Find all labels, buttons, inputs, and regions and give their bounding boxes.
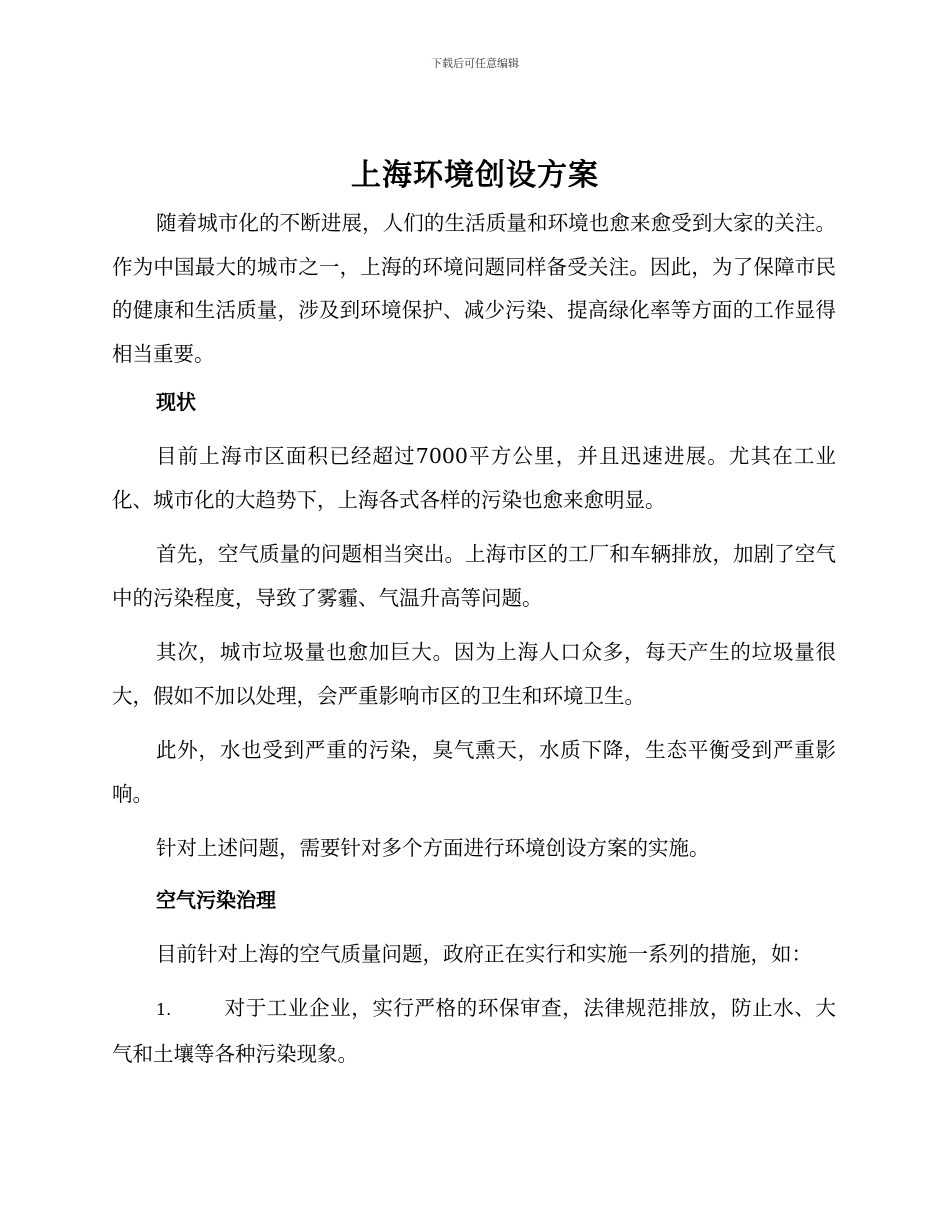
paragraph-area: 目前上海市区面积已经超过7000平方公里，并且迅速进展。尤其在工业化、城市化的大趋势下，上海各式各样的污染也愈来愈明显。 bbox=[112, 444, 836, 512]
document-body bbox=[112, 202, 836, 376]
section-status bbox=[112, 380, 836, 424]
list-item-text: 对于工业企业，实行严格的环保审查，法律规范排放，防止水、大气和土壤等各种污染现象。 bbox=[112, 996, 836, 1066]
document-title: 上海环境创设方案 bbox=[351, 158, 599, 193]
section-air-body bbox=[112, 932, 836, 1076]
section-air bbox=[112, 878, 836, 922]
intro-paragraph: 随着城市化的不断进展，人们的生活质量和环境也愈来愈受到大家的关注。作为中国最大的城市之一，上海的环境问题同样备受关注。因此，为了保障市民的健康和生活质量，涉及到环境保护、减少污染、提高绿化率等方面的工作显得相当重要。 bbox=[112, 211, 836, 366]
section-heading-air: 空气污染治理 bbox=[156, 888, 276, 912]
paragraph-garbage: 其次，城市垃圾量也愈加巨大。因为上海人口众多，每天产生的垃圾量很大，假如不加以处理，会严重影响市区的卫生和环境卫生。 bbox=[112, 640, 836, 708]
paragraph-measures: 目前针对上海的空气质量问题，政府正在实行和实施一系列的措施，如： bbox=[156, 942, 812, 966]
section-heading-status: 现状 bbox=[156, 390, 196, 414]
paragraph-air-quality: 首先，空气质量的问题相当突出。上海市区的工厂和车辆排放，加剧了空气中的污染程度，导致了雾霾、气温升高等问题。 bbox=[112, 542, 836, 610]
section-status-body bbox=[112, 434, 836, 870]
list-item-number: 1. bbox=[156, 1000, 172, 1019]
list-item bbox=[112, 986, 836, 1076]
header-note: 下载后可任意编辑 bbox=[431, 57, 519, 70]
paragraph-water: 此外，水也受到严重的污染，臭气熏天，水质下降，生态平衡受到严重影响。 bbox=[112, 738, 836, 806]
paragraph-conclusion: 针对上述问题，需要针对多个方面进行环境创设方案的实施。 bbox=[156, 836, 710, 860]
